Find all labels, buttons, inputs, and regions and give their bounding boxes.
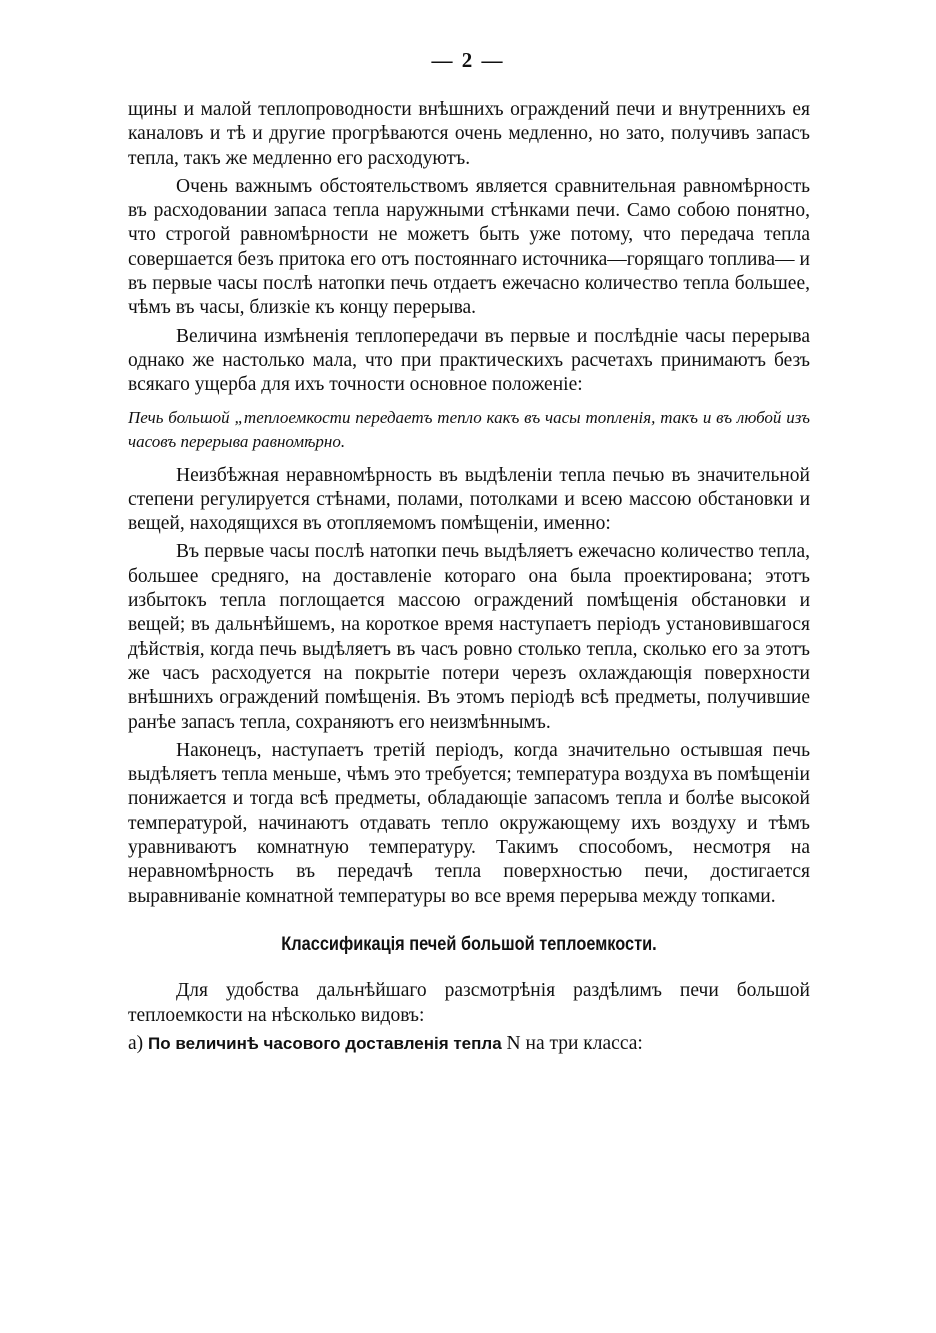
list-symbol: N xyxy=(506,1032,521,1054)
list-marker: а) xyxy=(128,1032,144,1054)
paragraph-continuation: щины и малой теплопроводности внѣшнихъ ограждений печи и внутреннихъ ея каналовъ и тѣ и другие прогрѣваются очень медленно, но зато, получивъ запасъ тепла, такъ же медленно его расходуютъ. xyxy=(128,99,810,169)
page-number: — 2 — xyxy=(431,48,505,72)
italic-statement: Печь большой „теплоемкости передаетъ тепло какъ въ часы топленія, такъ и въ любой изъ часовъ перерыва равномѣрно. xyxy=(128,407,810,451)
section-heading: Классификація печей большой теплоемкости. xyxy=(281,933,657,955)
paragraph: Наконецъ, наступаетъ третій періодъ, когда значительно остывшая печь выдѣляетъ тепла меньше, чѣмъ это требуется; температура воздуха въ помѣщеніи понижается и тогда всѣ предметы, обладающіе запасомъ тепла и болѣе высокой температурой, начинаютъ отдавать тепло окружающему ихъ воздуху и тѣмъ уравниваютъ комнатную температуру. Такимъ способомъ, несмотря на неравномѣрность въ передачѣ тепла поверхностью печи, достигается выравниваніе комнатной температуры во все время перерыва между топками. xyxy=(128,739,810,907)
paragraph: Очень важнымъ обстоятельствомъ является сравнительная равномѣрность въ расходовании запаса тепла наружными стѣнками печи. Само собою понятно, что строгой равномѣрности не можетъ быть уже потому, что передача тепла совершается безъ притока его отъ постояннаго источника—горящаго топлива— и въ первые часы послѣ натопки печь отдаетъ ежечасно количество тепла большее, чѣмъ въ часы, близкіе къ концу перерыва. xyxy=(128,175,810,319)
list-rest: на три класса: xyxy=(525,1032,643,1054)
paragraph: Въ первые часы послѣ натопки печь выдѣляетъ ежечасно количество тепла, большее средняго, на доставленіе котораго она была проектирована; этотъ избытокъ тепла поглощается массою ограждений помѣщенія обстановки и вещей; въ дальнѣйшемъ, на короткое время наступаетъ періодъ установившагося дѣйствія, когда печь выдѣляетъ въ часъ ровно столько тепла, сколько его за этотъ же часъ расходуется на покрытіе потери черезъ охлаждающія поверхности внѣшнихъ ограждений помѣщенія. Въ этомъ періодѣ всѣ предметы, получившие ранѣе запасъ тепла, сохраняютъ его неизмѣннымъ. xyxy=(128,541,810,733)
body-text xyxy=(128,98,810,1060)
list-item xyxy=(128,1032,810,1056)
paragraph: Для удобства дальнѣйшаго разсмотрѣнія раздѣлимъ печи большой теплоемкости на нѣсколько видовъ: xyxy=(128,980,810,1026)
paragraph: Величина измѣненія теплопередачи въ первые и послѣдніе часы перерыва однако же настолько мала, что при практическихъ расчетахъ принимаютъ безъ всякаго ущерба для ихъ точности основное положеніе: xyxy=(128,325,810,396)
list-bold-text: По величинѣ часового доставленія тепла xyxy=(148,1033,502,1053)
paragraph: Неизбѣжная неравномѣрность въ выдѣленіи тепла печью въ значительной степени регулируется стѣнами, полами, потолками и всею массою обстановки и вещей, находящихся въ отопляемомъ помѣщеніи, именно: xyxy=(128,464,810,535)
